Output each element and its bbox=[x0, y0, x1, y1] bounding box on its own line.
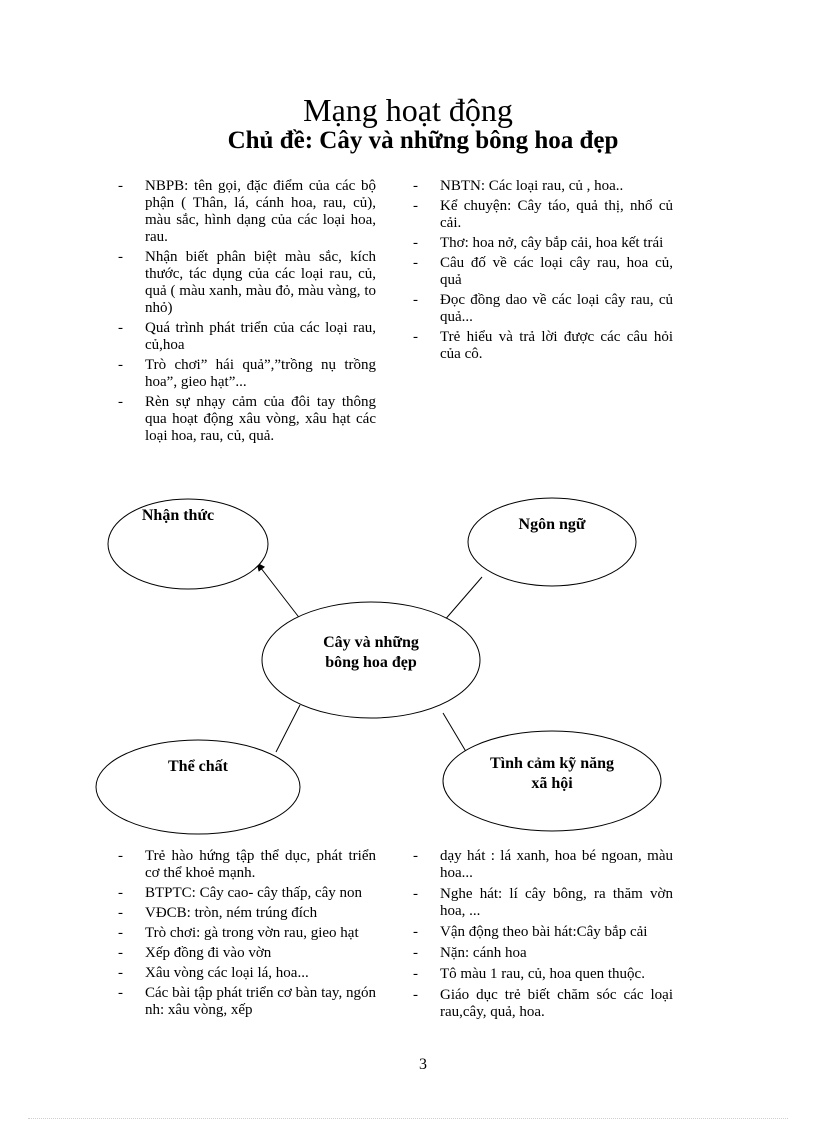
list-item: - Đọc đồng dao về các loại cây rau, củ quả... bbox=[413, 292, 673, 326]
connector-line-nhan-thuc bbox=[257, 563, 301, 620]
connector-line-tinh-cam bbox=[443, 713, 468, 755]
node-the-chat bbox=[96, 740, 300, 834]
list-item: - NBTN: Các loại rau, củ , hoa.. bbox=[413, 178, 673, 195]
node-label-ngon-ngu: Ngôn ngữ bbox=[518, 516, 586, 533]
node-label-the-chat: Thể chất bbox=[168, 758, 228, 775]
list-item: - Các bài tập phát triển cơ bàn tay, ngón nh: xâu vòng, xếp bbox=[118, 985, 376, 1019]
list-item: - Nặn: cánh hoa bbox=[413, 945, 673, 962]
list-item: - Tô màu 1 rau, củ, hoa quen thuộc. bbox=[413, 966, 673, 983]
page-subtitle: Chủ đề: Cây và những bông hoa đẹp bbox=[227, 127, 619, 154]
page-title: Mạng hoạt động bbox=[303, 92, 513, 128]
page-number: 3 bbox=[419, 1056, 427, 1073]
list-item: - Quá trình phát triển của các loại rau, củ,hoa bbox=[118, 320, 376, 354]
node-label-center-line-2: bông hoa đẹp bbox=[325, 654, 417, 671]
list-item: - Trò chơi” hái quả”,”trồng nụ trồng hoa”, gieo hạt”... bbox=[118, 357, 376, 391]
tinh-cam-list bbox=[413, 848, 673, 1025]
list-item: - Kể chuyện: Cây táo, quả thị, nhổ củ cải. bbox=[413, 198, 673, 232]
list-item: - Thơ: hoa nở, cây bắp cải, hoa kết trái bbox=[413, 235, 673, 252]
list-item: - Rèn sự nhạy cảm của đôi tay thông qua hoạt động xâu vòng, xâu hạt các loại hoa, rau, củ, quả. bbox=[118, 394, 376, 445]
list-item: - Vận động theo bài hát:Cây bắp cải bbox=[413, 924, 673, 941]
list-item: - Trẻ hiểu và trả lời được các câu hỏi của cô. bbox=[413, 329, 673, 363]
list-item: - VĐCB: tròn, ném trúng đích bbox=[118, 905, 376, 922]
node-label-center-line-1: Cây và những bbox=[323, 634, 419, 651]
list-item: - Nhận biết phân biệt màu sắc, kích thước, tác dụng của các loại rau, củ, quả ( màu xanh, màu đỏ, màu vàng, to nhỏ) bbox=[118, 249, 376, 317]
list-item: - Giáo dục trẻ biết chăm sóc các loại rau,cây, quả, hoa. bbox=[413, 987, 673, 1021]
the-chat-list bbox=[118, 848, 376, 1022]
page-bottom-divider bbox=[28, 1118, 788, 1119]
list-item: - NBPB: tên gọi, đặc điểm của các bộ phận ( Thân, lá, cánh hoa, rau, củ), màu sắc, hình dạng của các loại hoa, rau. bbox=[118, 178, 376, 246]
list-item: - Câu đố về các loại cây rau, hoa củ, quả bbox=[413, 255, 673, 289]
list-item: - BTPTC: Cây cao- cây thấp, cây non bbox=[118, 885, 376, 902]
list-item: - dạy hát : lá xanh, hoa bé ngoan, màu hoa... bbox=[413, 848, 673, 882]
list-item: - Nghe hát: lí cây bông, ra thăm vờn hoa, ... bbox=[413, 886, 673, 920]
node-label-tinh-cam: Tình cảm kỹ năng xã hội bbox=[489, 755, 615, 792]
node-label-nhan-thuc: Nhận thức bbox=[141, 507, 215, 524]
list-item: - Xâu vòng các loại lá, hoa... bbox=[118, 965, 376, 982]
connector-line-the-chat bbox=[276, 705, 300, 752]
list-item: - Trò chơi: gà trong vờn rau, gieo hạt bbox=[118, 925, 376, 942]
node-ngon-ngu bbox=[468, 498, 636, 586]
list-item: - Trẻ hào hứng tập thể dục, phát triển cơ thể khoẻ mạnh. bbox=[118, 848, 376, 882]
node-label-center bbox=[288, 633, 454, 673]
list-item: - Xếp đồng đi vào vờn bbox=[118, 945, 376, 962]
connector-line-ngon-ngu bbox=[443, 577, 482, 622]
